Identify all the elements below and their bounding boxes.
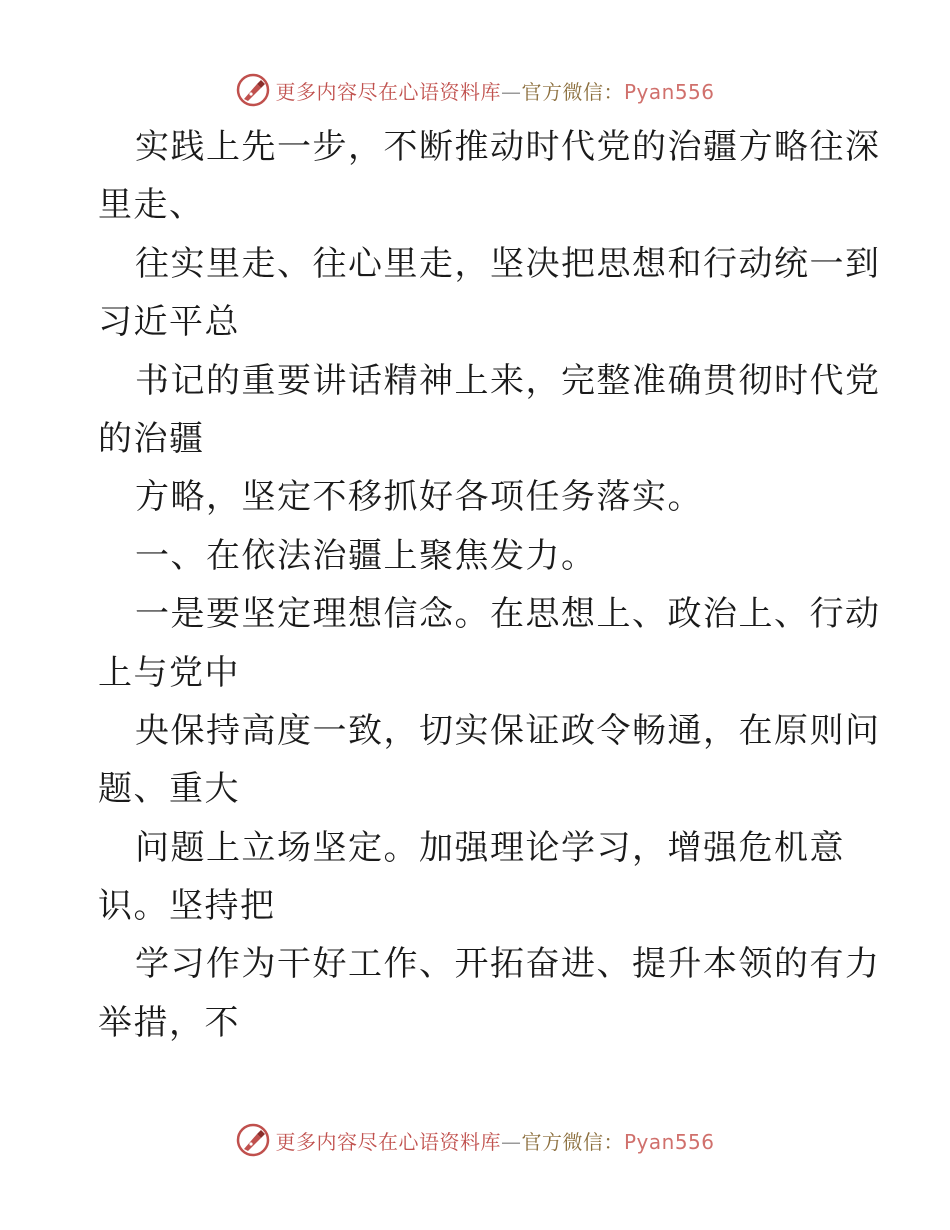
banner-main: 更多内容尽在心语资料库 (275, 1129, 501, 1154)
document-body (98, 118, 881, 1052)
text-line: 问题上立场坚定。加强理论学习，增强危机意 (135, 827, 845, 868)
text-line: 往实里走、往心里走，坚决把思想和行动统一到 (135, 243, 881, 284)
text-line: 实践上先一步，不断推动时代党的治疆方略往深 (135, 127, 881, 167)
banner-wechat-id: Pyan556 (623, 1129, 715, 1154)
text-line: 举措，不 (98, 1002, 240, 1043)
text-line: 方略，坚定不移抓好各项任务落实。 (135, 477, 703, 518)
text-line: 学习作为干好工作、开拓奋进、提升本领的有力 (135, 944, 881, 985)
text-line: 的治疆 (98, 418, 205, 459)
banner-wechat-label: 官方微信： (521, 79, 624, 104)
header-banner (0, 70, 950, 110)
text-line: 央保持高度一致，切实保证政令畅通，在原则问 (135, 710, 881, 751)
footer-banner (0, 1120, 950, 1160)
banner-separator: — (500, 1129, 522, 1154)
text-line: 习近平总 (98, 302, 240, 343)
pen-nib-logo-icon (235, 1122, 271, 1158)
text-line: 里走、 (98, 185, 205, 226)
text-line: 一、在依法治疆上聚焦发力。 (135, 535, 597, 576)
text-line: 一是要坚定理想信念。在思想上、政治上、行动 (135, 594, 881, 635)
pen-nib-logo-icon (235, 72, 271, 108)
banner-wechat-id: Pyan556 (623, 79, 715, 104)
text-line: 书记的重要讲话精神上来，完整准确贯彻时代党 (135, 360, 881, 401)
banner-wechat-label: 官方微信： (521, 1129, 624, 1154)
banner-text (275, 1126, 714, 1155)
text-line: 题、重大 (98, 769, 240, 810)
banner-main: 更多内容尽在心语资料库 (275, 79, 501, 104)
banner-separator: — (500, 79, 522, 104)
text-line: 上与党中 (98, 652, 240, 693)
banner-text (275, 76, 714, 105)
text-line: 识。坚持把 (98, 886, 276, 927)
